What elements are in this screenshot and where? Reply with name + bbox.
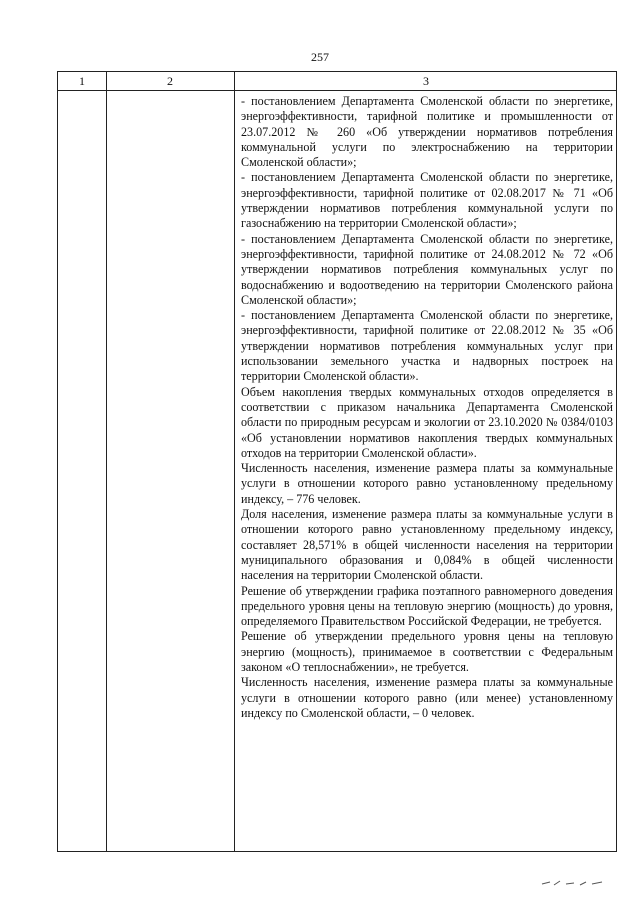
column-header-2: 2 [167, 74, 173, 88]
paragraph-resolution-electricity: - постановлением Департамента Смоленской области по энергетике, энергоэффективности, тарифной политике и промышленности от 23.07.2012 № 260 «Об утверждении нормативов потребления коммунальной услуги по электроснабжению на территории Смоленской области»; [241, 94, 613, 170]
paragraph-resolution-land-plot: - постановлением Департамента Смоленской области по энергетике, энергоэффективности, тарифной политике от 22.08.2012 № 35 «Об утверждении нормативов потребления коммунальных услуг при использовании земельного участка и надворных построек на территории Смоленской области». [241, 308, 613, 384]
column-3-content [241, 94, 613, 721]
column-header-3: 3 [423, 74, 429, 88]
page-number: 257 [311, 50, 329, 64]
column-divider-1 [106, 72, 107, 851]
paragraph-resolution-water: - постановлением Департамента Смоленской области по энергетике, энергоэффективности, тарифной политике от 24.08.2012 № 72 «Об утверждении нормативов потребления коммунальных услуг по водоснабжению и водоотведению на территории Смоленского района Смоленской области»; [241, 231, 613, 307]
paragraph-solid-waste: Объем накопления твердых коммунальных отходов определяется в соответствии с приказом начальника Департамента Смоленской области по природным ресурсам и экологии от 23.10.2020 № 0384/0103 «Об установлении нормативов накопления твердых коммунальных отходов на территории Смоленской области». [241, 384, 613, 460]
paragraph-population-zero: Численность населения, изменение размера платы за коммунальные услуги в отношении которого равно (или менее) установленному индексу по Смоленской области, – 0 человек. [241, 675, 613, 720]
paragraph-resolution-gas: - постановлением Департамента Смоленской области по энергетике, энергоэффективности, тарифной политике от 02.08.2017 № 71 «Об утверждении нормативов потребления коммунальной услуги по газоснабжению на территории Смоленской области»; [241, 170, 613, 231]
column-divider-2 [234, 72, 235, 851]
scan-marks [540, 876, 610, 888]
paragraph-price-level-decision: Решение об утверждении предельного уровня цены на тепловую энергию (мощность), принимаемое в соответствии с Федеральным законом «О теплоснабжении», не требуется. [241, 629, 613, 674]
paragraph-population-share: Доля населения, изменение размера платы за коммунальные услуги в отношении которого равно установленному предельному индексу, составляет 28,571% в общей численности населения на территории муниципального образования и 0,084% в общей численности населения на территории Смоленской области. [241, 507, 613, 583]
table-header-row [58, 72, 616, 91]
paragraph-population-count: Численность населения, изменение размера платы за коммунальные услуги в отношении которого равно установленному предельному индексу, – 776 человек. [241, 461, 613, 506]
column-header-1: 1 [79, 74, 85, 88]
document-table [57, 71, 617, 852]
paragraph-schedule-decision: Решение об утверждении графика поэтапного равномерного доведения предельного уровня цены на тепловую энергию (мощность) до уровня, определяемого Правительством Российской Федерации, не требуется. [241, 583, 613, 629]
